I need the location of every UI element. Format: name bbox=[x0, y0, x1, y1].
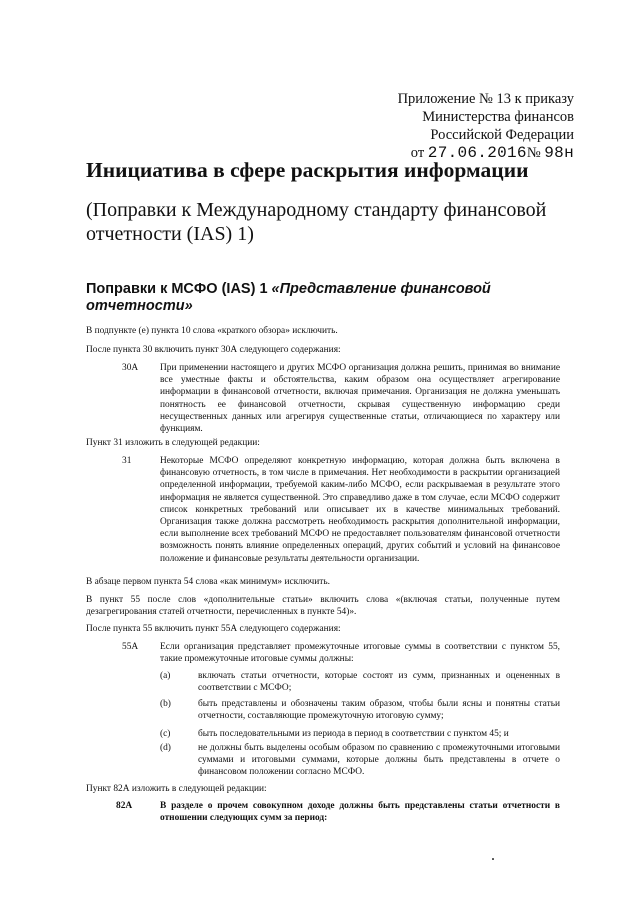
subitem-label-b: (b) bbox=[160, 699, 171, 709]
section-heading bbox=[86, 281, 556, 315]
subitem-label-c: (c) bbox=[160, 729, 171, 739]
annex-stamp bbox=[354, 90, 574, 162]
item-text-82a: В разделе о прочем совокупном доходе должны быть представлены статьи отчетности в отношении следующих сумм за период: bbox=[160, 801, 560, 824]
paragraph-p31-intro: Пункт 31 изложить в следующей редакции: bbox=[86, 438, 260, 448]
subitem-text-b: быть представлены и обозначены таким образом, чтобы были ясны и понятны статьи отчетности, составляющие промежуточную итоговую сумму; bbox=[198, 699, 560, 722]
annex-number-sign: № bbox=[526, 145, 541, 161]
section-heading-plain: Поправки к МСФО (IAS) 1 bbox=[86, 281, 272, 297]
item-text-55a: Если организация представляет промежуточные итоговые суммы в соответствии с пунктом 55, такие промежуточные итоговые суммы должны: bbox=[160, 642, 560, 665]
section-heading-italic: «Представление финансовой отчетности» bbox=[86, 281, 491, 314]
paragraph-p54: В абзаце первом пункта 54 слова «как минимум» исключить. bbox=[86, 577, 330, 587]
paragraph-p55a-intro: После пункта 55 включить пункт 55А следующего содержания: bbox=[86, 624, 341, 634]
subitem-text-a: включать статьи отчетности, которые состоят из сумм, признанных и оцененных в соответствии с МСФО; bbox=[198, 671, 560, 694]
paragraph-p30-intro: После пункта 30 включить пункт 30А следующего содержания: bbox=[86, 345, 341, 355]
subitem-label-a: (a) bbox=[160, 671, 171, 681]
subitem-text-c: быть последовательными из периода в период в соответствии с пунктом 45; и bbox=[198, 729, 509, 739]
annex-line-3: Российской Федерации bbox=[430, 127, 574, 143]
item-number-82a: 82А bbox=[116, 801, 133, 811]
item-text-30a: При применении настоящего и других МСФО организация должна решить, принимая во внимание все уместные факты и обстоятельства, каким образом она осуществляет агрегирование информации в финансовой отчетности, включая примечания. Организация не должна уменьшать понятность ее финансовой отчетности, скрывая существенную информацию среди несущественных данных или агрегируя существенные статьи, отличающиеся по характеру или функциям. bbox=[160, 363, 560, 435]
item-number-30a: 30А bbox=[122, 363, 139, 373]
annex-from-label: от bbox=[410, 145, 425, 161]
annex-line-1: Приложение № 13 к приказу bbox=[397, 91, 574, 107]
document-subtitle: (Поправки к Международному стандарту финансовой отчетности (IAS) 1) bbox=[86, 199, 547, 245]
scan-speck bbox=[492, 858, 494, 860]
subitem-text-d: не должны быть выделены особым образом по сравнению с промежуточными итоговыми суммами и итоговыми суммами, которые должны быть представлены в отчете о финансовом положении согласно МСФО. bbox=[198, 743, 560, 778]
document-title: Инициатива в сфере раскрытия информации bbox=[86, 158, 529, 182]
annex-number: 98н bbox=[544, 144, 574, 162]
item-number-31: 31 bbox=[122, 456, 132, 466]
paragraph-p10: В подпункте (е) пункта 10 слова «краткого обзора» исключить. bbox=[86, 326, 338, 336]
annex-date: 27.06.2016 bbox=[427, 144, 527, 162]
paragraph-p82a-intro: Пункт 82А изложить в следующей редакции: bbox=[86, 784, 267, 794]
annex-line-2: Министерства финансов bbox=[422, 109, 574, 125]
paragraph-p55: В пункт 55 после слов «дополнительные статьи» включить слова «(включая статьи, полученные путем дезагрегирования статей отчетности, перечисленных в пункте 54)». bbox=[86, 595, 560, 618]
item-text-31: Некоторые МСФО определяют конкретную информацию, которая должна быть включена в финансовую отчетность, в том числе в примечания. Нет необходимости в раскрытии организацией определенной информации, требуемой каким-либо МСФО, если раскрываемая в результате этого информация не является существенной. Это справедливо даже в том случае, если МСФО содержит список конкретных требований или описывает их в качестве минимальных требований. Организация также должна рассмотреть необходимость раскрытия дополнительной информации, если выполнение всех требований МСФО не предоставляет пользователям финансовой отчетности возможность понять влияние определенных операций, других событий и условий на финансовое положение и финансовые результаты деятельности организации. bbox=[160, 456, 560, 564]
item-number-55a: 55А bbox=[122, 642, 139, 652]
subitem-label-d: (d) bbox=[160, 743, 171, 753]
